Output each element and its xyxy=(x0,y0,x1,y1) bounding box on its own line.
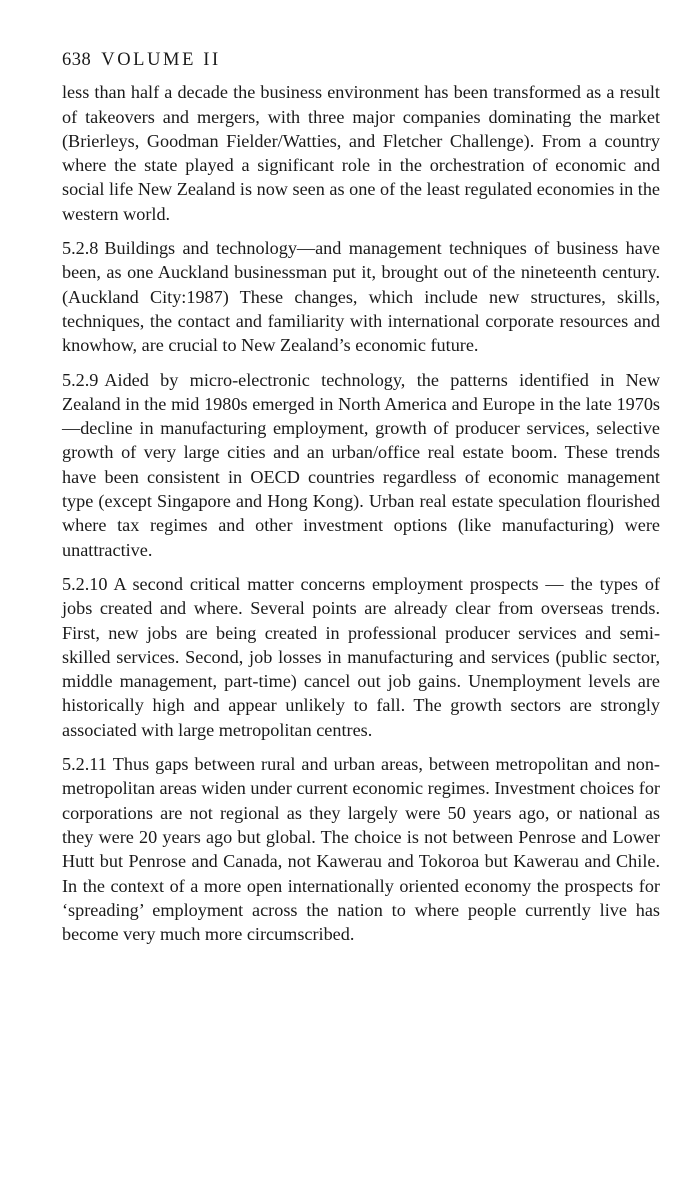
paragraph-5-2-11 xyxy=(62,752,660,946)
paragraph-text: less than half a decade the business environment has been transformed as a result of takeovers and mergers, with three major companies dominating the market (Brierleys, Goodman Fielder/Watties, and Fletcher Challenge). From a country where the state played a significant role in the orchestration of economic and social life New Zealand is now seen as one of the least regulated economies in the western world. xyxy=(62,82,660,224)
paragraph-number: 5.2.10 xyxy=(62,573,108,594)
paragraph-5-2-9 xyxy=(62,368,660,562)
paragraph-5-2-8 xyxy=(62,236,660,357)
paragraph-text: Aided by micro-electronic technology, the patterns identified in New Zealand in the mid 1980s emerged in North America and Europe in the late 1970s —decline in manufacturing employment, growth of producer services, selective growth of very large cities and an urban/office real estate boom. These trends have been consistent in OECD countries regardless of economic management type (except Singapore and Hong Kong). Urban real estate speculation flourished where tax regimes and other investment options (like manufacturing) were unattractive. xyxy=(62,369,660,560)
running-head xyxy=(62,48,660,72)
paragraph-number: 5.2.11 xyxy=(62,754,107,775)
page-number: 638 xyxy=(62,50,92,70)
paragraph-number: 5.2.9 xyxy=(62,369,99,390)
volume-label: VOLUME II xyxy=(101,50,221,70)
paragraph-text: Buildings and technology—and management techniques of business have been, as one Auckland businessman put it, brought out of the nineteenth century. (Auckland City:1987) These changes, which include new structures, skills, techniques, the contact and familiarity with international corporate resources and knowhow, are crucial to New Zealand’s economic future. xyxy=(62,238,660,356)
document-page xyxy=(62,48,660,956)
paragraph-continued xyxy=(62,80,660,226)
paragraph-text: Thus gaps between rural and urban areas, between metropolitan and non-metropolitan areas widen under current economic regimes. Investment choices for corporations are not regional as they largely were 50 years ago, or national as they were 20 years ago but global. The choice is not between Penrose and Lower Hutt but Penrose and Canada, not Kawerau and Tokoroa but Kawerau and Chile. In the context of a more open internationally oriented economy the prospects for ‘spreading’ employment across the nation to where people currently live has become very much more circumscribed. xyxy=(62,754,660,945)
paragraph-text: A second critical matter concerns employment prospects — the types of jobs created and where. Several points are already clear from overseas trends. First, new jobs are being created in professional producer services and semi-skilled services. Second, job losses in manufacturing and services (public sector, middle management, part-time) cancel out job gains. Unemployment levels are historically high and appear unlikely to fall. The growth sectors are strongly associated with large metropolitan centres. xyxy=(62,573,660,740)
paragraph-number: 5.2.8 xyxy=(62,238,99,259)
paragraph-5-2-10 xyxy=(62,572,660,742)
